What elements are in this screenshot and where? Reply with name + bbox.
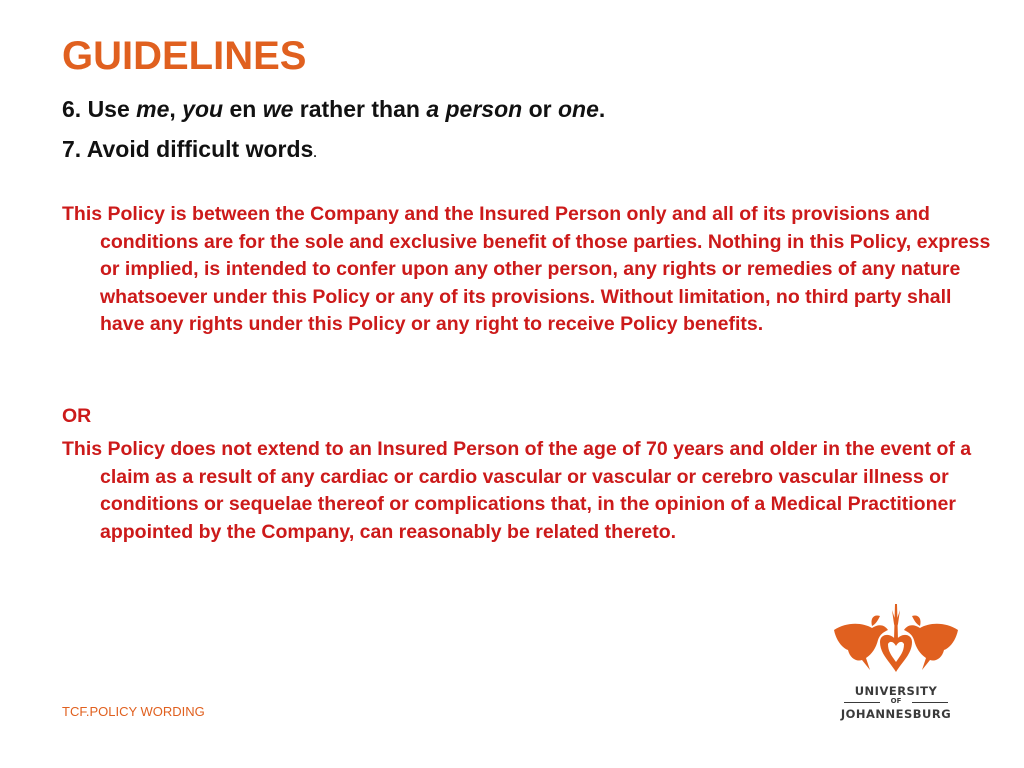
logo-divider-right — [912, 702, 948, 703]
or-label: OR — [62, 405, 92, 427]
policy-paragraph-1: This Policy is between the Company and the Insured Person only and all of its provisions and conditions are for the sole and exclusive benefit of those parties. Nothing in this Policy, express or implied, is intended to confer upon any other person, any rights or remedies of any nature whatsoever under this Policy or any of its provisions. Without limitation, no third party shall have any rights under this Policy or any right to receive Policy benefits. — [62, 203, 991, 335]
logo-text-university: UNIVERSITY — [854, 684, 938, 698]
guideline-7: 7. Avoid difficult words. — [62, 136, 317, 162]
guideline-6: 6. Use me, you en we rather than a person or one. — [62, 96, 606, 122]
footer-label: TCF.POLICY WORDING — [62, 704, 205, 719]
slide-title: GUIDELINES — [62, 34, 307, 78]
logo-text-of: OF — [890, 697, 902, 705]
logo-text-johannesburg: JOHANNESBURG — [840, 707, 952, 721]
policy-paragraph-2: This Policy does not extend to an Insured Person of the age of 70 years and older in the event of a claim as a result of any cardiac or cardio vascular or vascular or cerebro vascular illness or conditions or sequelae thereof or complications that, in the opinion of a Medical Practitioner appointed by the Company, can reasonably be related thereto. — [62, 438, 972, 543]
